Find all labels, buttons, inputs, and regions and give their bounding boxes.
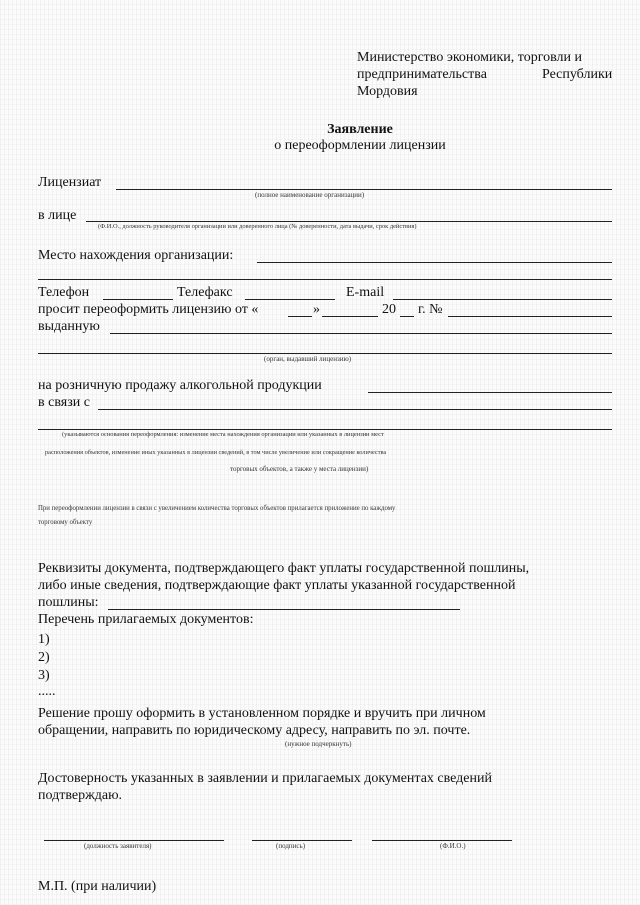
retail-field[interactable] (368, 392, 612, 393)
attachment-more: ..... (38, 684, 56, 699)
retail-label: на розничную продажу алкогольной продукции (38, 378, 322, 393)
issued-label: выданную (38, 319, 100, 334)
person-hint: (Ф.И.О., должность руководителя организации или доверенного лица (№ доверенности, дата выдачи, срок действия) (98, 223, 417, 230)
quote-close: » (313, 302, 320, 317)
document-subtitle: о переоформлении лицензии (274, 138, 446, 153)
name-hint: (Ф.И.О.) (440, 842, 466, 850)
fax-field[interactable] (245, 299, 335, 300)
name-field[interactable] (372, 840, 512, 841)
position-hint: (должность заявителя) (84, 842, 152, 850)
decision-hint: (нужное подчеркнуть) (285, 740, 352, 748)
license-number-field[interactable] (448, 316, 612, 317)
year-prefix: 20 (382, 302, 396, 317)
decision-line-2: обращении, направить по юридическому адресу, направить по эл. почте. (38, 723, 471, 738)
attachment-item-3: 3) (38, 668, 50, 683)
issued-field[interactable] (110, 333, 612, 334)
reason-label: в связи с (38, 395, 90, 410)
note-line-2: торговому объекту (38, 519, 93, 526)
recipient-line-1: Министерство экономики, торговли и (357, 50, 583, 65)
email-label: E-mail (346, 285, 385, 300)
person-label: в лице (38, 208, 77, 223)
location-label: Место нахождения организации: (38, 248, 234, 263)
confirm-line-1: Достоверность указанных в заявлении и прилагаемых документах сведений (38, 771, 492, 786)
person-field[interactable] (86, 221, 612, 222)
year-suffix: г. № (418, 302, 443, 317)
attachments-label: Перечень прилагаемых документов: (38, 612, 254, 627)
phone-label: Телефон (38, 285, 90, 300)
reason-hint-1: (указываются основания переоформления: изменение места нахождения организации или указанных в лицензии мест (62, 431, 384, 438)
signature-field[interactable] (252, 840, 352, 841)
issuer-field[interactable] (38, 353, 612, 354)
licensee-label: Лицензиат (38, 175, 102, 190)
licensee-hint: (полное наименование организации) (255, 191, 365, 199)
attachment-item-2: 2) (38, 650, 50, 665)
stamp-label: М.П. (при наличии) (38, 879, 157, 894)
location-field[interactable] (257, 262, 612, 263)
confirm-line-2: подтверждаю. (38, 788, 123, 803)
payment-line-1: Реквизиты документа, подтверждающего факт уплаты государственной пошлины, (38, 561, 530, 576)
email-field[interactable] (393, 299, 612, 300)
license-year-field[interactable] (400, 316, 414, 317)
document-title: Заявление (327, 122, 393, 137)
license-month-field[interactable] (322, 316, 378, 317)
request-label: просит переоформить лицензию от « (38, 302, 259, 317)
recipient-line-2a: предпринимательства (357, 67, 487, 82)
signature-hint: (подпись) (276, 842, 306, 850)
phone-field[interactable] (103, 299, 173, 300)
reason-hint-3: торговых объектов, а также у места лицензии) (230, 465, 369, 473)
reason-field[interactable] (98, 409, 612, 410)
recipient-line-3: Мордовия (357, 84, 418, 99)
payment-field[interactable] (108, 609, 460, 610)
note-line-1: При переоформлении лицензии в связи с увеличением количества торговых объектов прилагается приложение по каждому (38, 505, 396, 512)
attachment-item-1: 1) (38, 632, 50, 647)
licensee-field[interactable] (116, 189, 612, 190)
payment-line-2: либо иные сведения, подтверждающие факт уплаты указанной государственной (38, 578, 516, 593)
reason-field-2[interactable] (38, 429, 612, 430)
reason-hint-2: расположения объектов, изменение иных указанных в лицензии сведений, в том числе увеличение или сокращение количества (45, 449, 387, 456)
position-field[interactable] (44, 840, 224, 841)
location-field-2[interactable] (38, 279, 612, 280)
license-day-field[interactable] (288, 316, 312, 317)
recipient-line-2b: Республики (542, 67, 613, 82)
fax-label: Телефакс (177, 285, 233, 300)
issuer-hint: (орган, выдавший лицензию) (264, 355, 352, 363)
payment-line-3: пошлины: (38, 595, 99, 610)
decision-line-1: Решение прошу оформить в установленном порядке и вручить при личном (38, 706, 486, 721)
